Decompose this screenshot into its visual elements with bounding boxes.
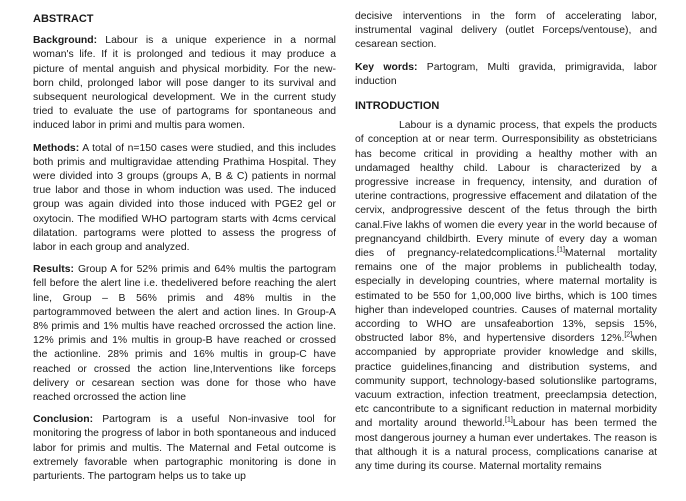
- abstract-heading: ABSTRACT: [33, 13, 94, 25]
- citation-ref-1: [1]: [557, 246, 565, 254]
- introduction-paragraph: [355, 119, 657, 474]
- background-paragraph: [33, 34, 336, 133]
- conclusion-label: Conclusion:: [33, 414, 94, 426]
- introduction-heading: INTRODUCTION: [355, 100, 440, 113]
- keywords-label: Key words:: [355, 61, 418, 73]
- methods-paragraph: [33, 142, 336, 256]
- keywords-text: Partogram, Multi gravida, primigravida, labor induction: [355, 61, 657, 87]
- conclusion-text: Partogram is a useful Non-invasive tool for monitoring the progress of labor in both spontaneous and induced labor for primis and multis. The Maternal and Fetal outcome is extremely favorable when partographic monitoring is done in parturients. The partogram helps us to take up: [33, 414, 336, 483]
- intro-text-part3: when accompanied by appropriate provider knowledge and skills, practice guidelines,financing and distribution systems, and community support, technology-based solutionslike partograms, vacuum extraction, infection treatment, preeclampsia detection, etc cancontribute to a significant reduction in maternal morbidity and mortality around theworld.: [355, 333, 657, 430]
- intro-text-part4: Labour has been termed the most dangerous journey a human ever undertakes. The reason is that although it is a natural process, complications canarise at any time during its course. Maternal mortality remains: [355, 418, 657, 473]
- methods-label: Methods:: [33, 142, 80, 154]
- results-text: Group A for 52% primis and 64% multis the partogram fell before the alert line i.e. thedelivered before reaching the alert line, Group – B 56% primis and 48% multis in the partogrammoved between the alert and action lines. In Group-A 8% primis and 1% multis have reached orcrossed the action line. 12% primis and 1% multis in group-B have reached or crossed the actionline. 28% primis and 16% multis in group-C have reached or crossed the action line,Interventions like forceps delivery or cesarean section was done for those who have reached orcrossed the action line: [33, 264, 336, 404]
- intro-text-part1: Labour is a dynamic process, that expels the products of conception at or near term. Ourresponsibility as obstetricians has become critical in providing a healthy mother with an undamaged healthy child. Labour is characterized by a progressive increase in frequency, intensity, and duration of uterine contractions, progressive effacement and dilatation of the cervix, andprogressive descent of the fetus through the birth canal.Five lakhs of women die every year in the world because of pregnancyand childbirth. Every minute of every day a woman dies of pregnancy-relatedcomplications.: [355, 120, 657, 260]
- right-column: [355, 0, 657, 474]
- left-column: [33, 0, 336, 484]
- methods-text: A total of n=150 cases were studied, and this includes both primis and multigravidae attending Prathima Hospital. They were divided into 3 groups (groups A, B & C) patients in normal true labor and those in whom induction was used. The induced group was again divided into those induced with PGE2 gel or oxytocin. The modified WHO partogram starts with 4cms cervical dilatation. partograms were plotted to assess the progress of labor in each group and analyzed.: [33, 142, 336, 254]
- results-paragraph: [33, 263, 336, 405]
- citation-ref-3: [1]: [505, 417, 513, 425]
- citation-ref-2: [2]: [624, 331, 633, 339]
- continued-text: decisive interventions in the form of accelerating labor, instrumental vaginal delivery (outlet Forceps/ventouse), and cesarean section.: [355, 11, 657, 51]
- conclusion-paragraph: [33, 413, 336, 484]
- results-label: Results:: [33, 264, 74, 276]
- intro-text-part2: Maternal mortality remains one of the major problems in publichealth today, especially in developing countries, where maternal mortality is estimated to be 550 for 1,00,000 live births, which is 100 times higher than indeveloped countries. Causes of maternal mortality according to WHO are unsafeabortion 13%, sepsis 15%, obstructed labor 8%, and hypertensive disorders 12%.: [355, 248, 658, 345]
- background-label: Background:: [33, 35, 98, 47]
- background-text: Labour is a unique experience in a normal woman's life. If it is prolonged and tedious it may produce a picture of mental anguish and physical morbidity. For the new-born child, prolonged labor will pose danger to its survival and subsequent neurological development. We in the current study tried to evaluate the use of partograms for spontaneous and induced labor in primi and multis para women.: [33, 35, 336, 132]
- keywords-paragraph: [355, 61, 657, 89]
